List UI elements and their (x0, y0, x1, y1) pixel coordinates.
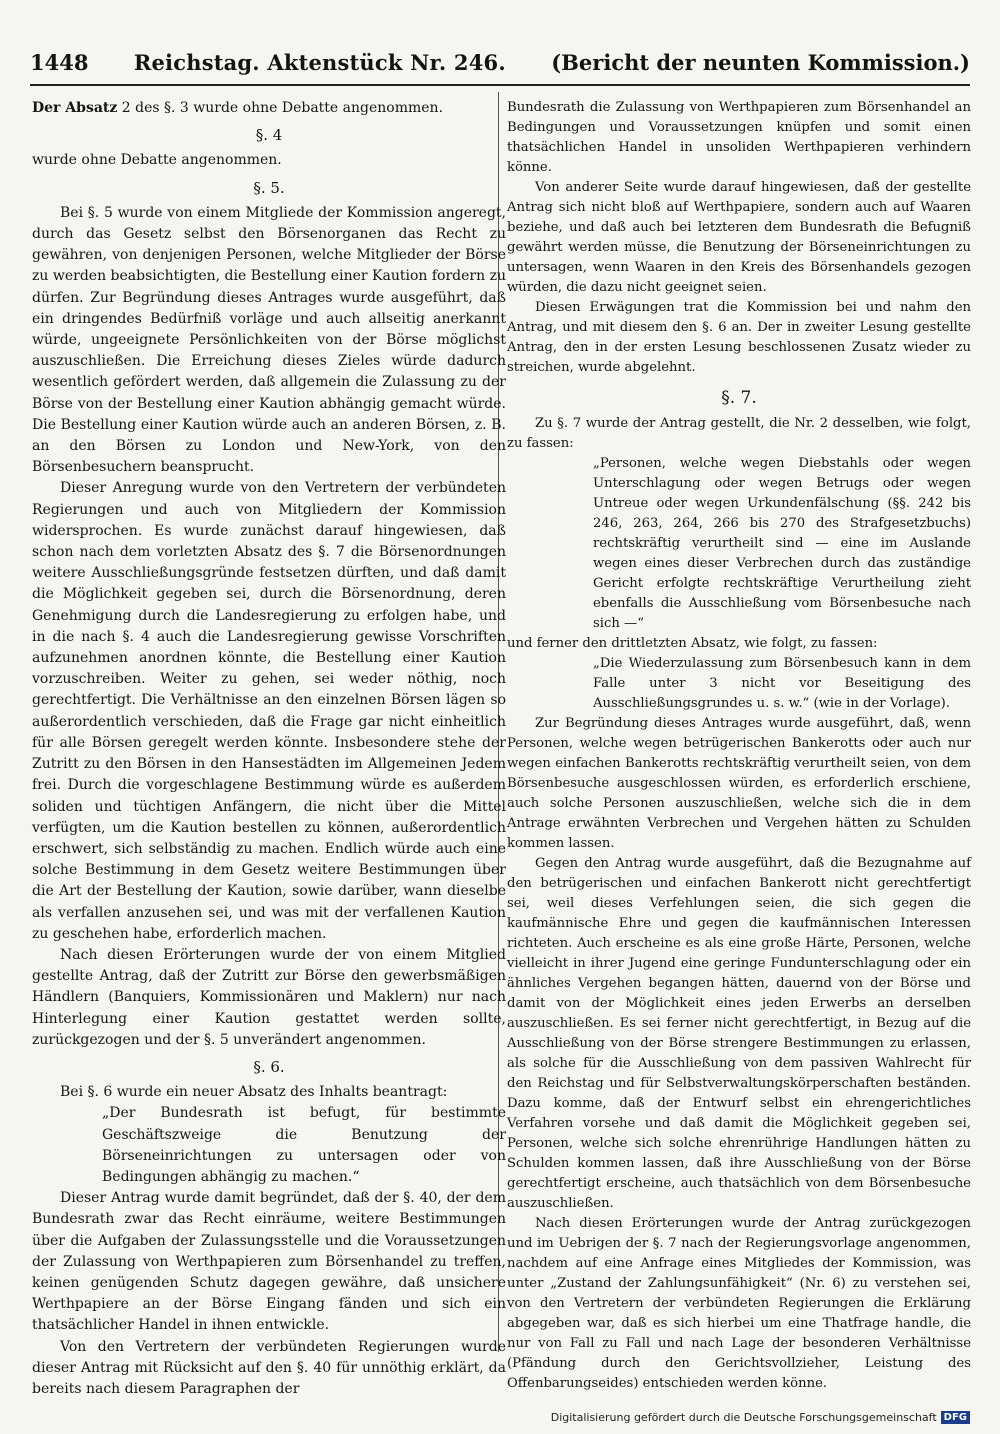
paragraph: Gegen den Antrag wurde ausgeführt, daß die Bezugnahme auf den betrügerischen und einfachen Bankerott nicht gerechtfertigt sei, weil dieses Verfehlungen seien, die sich gegen die kaufmännische Ehre und gegen die kaufmännischen Interessen richteten. Auch erscheine es als eine große Härte, Personen, welche vielleicht in ihrer Jugend eine geringe Fundunterschlagung oder ein ähnliches Vergehen begangen hätten, dauernd von der Börse und damit von der Möglichkeit eines jeden Erwerbs an derselben auszuschließen. Es sei ferner nicht gerechtfertigt, in Bezug auf die Ausschließung von der Börse strengere Bestimmungen zu erlassen, als solche für die Ausschließung von dem passiven Wahlrecht für den Reichstag und für Selbstverwaltungskörperschaften beständen. Dazu komme, daß der Entwurf selbst ein ehrengerichtliches Verfahren vorsehe und daß damit die Möglichkeit gegeben sei, Personen, welche sich solche ehrenrührige Handlungen hätten zu Schulden kommen lassen, daß ihre Ausschließung von der Börse gerechtfertigt erscheine, auch thatsächlich von dem Börsenbesuche auszuschließen. (507, 856, 971, 1211)
paragraph: Bei §. 6 wurde ein neuer Absatz des Inhalts beantragt: (60, 1084, 448, 1101)
right-column (507, 98, 971, 1394)
paragraph: Dieser Antrag wurde damit begründet, daß der §. 40, der dem Bundesrath zwar das Recht einräume, weitere Bestimmungen über die Aufgaben der Zulassungsstelle und die Voraussetzungen der Zulassung von Werthpapieren zum Börsenhandel zu treffen, keinen genügenden Schutz dagegen gewähre, daß unsichere Werthpapiere an der Börse Eingang fänden und sich ein thatsächlicher Handel in ihnen entwickle. (32, 1190, 506, 1334)
section-heading-4: §. 4 (255, 126, 283, 145)
section-heading-7: §. 7. (721, 388, 757, 408)
quotation: „Die Wiederzulassung zum Börsenbesuch kann in dem Falle unter 3 nicht vor Beseitigung des Ausschließungsgrundes u. s. w.“ (wie in der Vorlage). (593, 656, 971, 711)
paragraph: Von anderer Seite wurde darauf hingewiesen, daß der gestellte Antrag sich nicht bloß auf Werthpapiere, sondern auch auf Waaren beziehe, und daß auch bei letzteren dem Bundesrath die Befugniß gewährt werden müsse, die Benutzung der Börseneinrichtungen zu untersagen, wenn Waaren in den Kreis des Börsenhandels gezogen würden, die dazu nicht geeignet seien. (507, 180, 971, 295)
paragraph: Dieser Anregung wurde von den Vertretern der verbündeten Regierungen und auch von Mitgliedern der Kommission widersprochen. Es wurde zunächst darauf hingewiesen, daß schon nach dem vorletzten Absatz des §. 7 die Börsenordnungen weitere Ausschließungsgründe festsetzen dürften, und daß damit die Möglichkeit gegeben sei, durch die Börsenordnung, deren Genehmigung durch die Landesregierung zu erfolgen habe, und in die nach §. 4 auch die Landesregierung gewisse Vorschriften aufzunehmen anordnen könnte, die Bestellung einer Kaution vorzuschreiben. Weiter zu gehen, sei weder nöthig, noch gerechtfertigt. Die Verhältnisse an den einzelnen Börsen lägen so außerordentlich verschieden, daß die Frage gar nicht einheitlich für alle Börsen geregelt werden könnte. Insbesondere stehe der Zutritt zu den Börsen in den Hansestädten im Allgemeinen Jedem frei. Durch die vorgeschlagene Bestimmung würde es außerdem soliden und tüchtigen Anfängern, die nicht über die Mittel verfügten, um die Kaution bestellen zu können, außerordentlich erschwert, sich selbständig zu machen. Endlich würde auch eine solche Bestimmung in dem Gesetz weitere Bestimmungen über die Art der Bestellung der Kaution, sowie darüber, wann dieselbe als verfallen anzusehen sei, und was mit der verfallenen Kaution zu geschehen habe, erforderlich machen. (32, 480, 506, 942)
absatz-lead: Der Absatz (32, 100, 118, 116)
paragraph: Diesen Erwägungen trat die Kommission bei und nahm den Antrag, und mit diesem den §. 6 an. Der in zweiter Lesung gestellte Antrag, den in der ersten Lesung beschlossenen Zusatz wieder zu streichen, wurde abgelehnt. (507, 300, 971, 375)
paragraph: Zu §. 7 wurde der Antrag gestellt, die Nr. 2 desselben, wie folgt, zu fassen: (507, 416, 971, 451)
section-heading-6: §. 6. (253, 1057, 285, 1076)
page-number: 1448 (30, 50, 89, 75)
dfg-logo: DFG (941, 1411, 970, 1424)
paragraph: Bei §. 5 wurde von einem Mitgliede der Kommission angeregt, durch das Gesetz selbst den Börsenorganen das Recht zu gewähren, von denjenigen Personen, welche Mitglieder der Börse zu werden beabsichtigten, die Bestellung einer Kaution fordern zu dürfen. Zur Begründung dieses Antrages wurde ausgeführt, daß ein dringendes Bedürfniß vorläge und auch allseitig anerkannt würde, ungeeignete Persönlichkeiten von der Börse möglichst auszuschließen. Die Erreichung dieses Zieles würde dadurch wesentlich gefördert werden, daß allgemein die Zulassung zu der Börse von der Bestellung einer Kaution abhängig gemacht würde. Die Bestellung einer Kaution würde auch an anderen Börsen, z. B. an den Börsen zu London und New-York, von den Börsenbesuchern beansprucht. (32, 204, 506, 476)
quotation: „Personen, welche wegen Diebstahls oder wegen Unterschlagung oder wegen Betrugs oder wegen Untreue oder wegen Urkundenfälschung (§§. 242 bis 246, 263, 264, 266 bis 270 des Strafgesetzbuchs) rechtskräftig verurtheilt sind — eine im Auslande wegen eines dieser Verbrechen durch das zuständige Gericht erfolgte rechtskräftige Verurtheilung zieht ebenfalls die Ausschließung vom Börsenbesuche nach sich —“ (593, 456, 971, 631)
page-header (30, 50, 970, 86)
paragraph: Nach diesen Erörterungen wurde der von einem Mitglied gestellte Antrag, daß der Zutritt zur Börse den gewerbsmäßigen Händlern (Banquiers, Kommissionären und Maklern) nur nach Hinterlegung einer Kaution gestattet werden sollte, zurückgezogen und der §. 5 unverändert angenommen. (32, 946, 506, 1048)
paragraph: und ferner den drittletzten Absatz, wie folgt, zu fassen: (507, 636, 878, 651)
paragraph: wurde ohne Debatte angenommen. (32, 152, 282, 169)
footer-credit: Digitalisierung gefördert durch die Deutsche Forschungsgemeinschaft (550, 1411, 937, 1424)
paragraph: Nach diesen Erörterungen wurde der Antrag zurückgezogen und im Uebrigen der §. 7 nach der Regierungsvorlage angenommen, nachdem auf eine Anfrage eines Mitgliedes der Kommission, was unter „Zustand der Zahlungsunfähigkeit“ (Nr. 6) zu verstehen sei, von den Vertretern der verbündeten Regierungen die Erklärung abgegeben war, daß es sich hierbei um eine Thatfrage handle, die nur von Fall zu Fall und nach Lage der besonderen Verhältnisse (Pfändung durch den Gerichtsvollzieher, Leistung des Offenbarungseides) entschieden werden könne. (507, 1216, 971, 1391)
page-subtitle: (Bericht der neunten Kommission.) (551, 50, 970, 75)
quotation: „Der Bundesrath ist befugt, für bestimmte Geschäftszweige die Benutzung der Börseneinrichtungen zu untersagen oder von Bedingungen abhängig zu machen.“ (102, 1105, 506, 1185)
page-title: Reichstag. Aktenstück Nr. 246. (133, 50, 506, 75)
paragraph (32, 98, 506, 119)
footer (551, 1411, 970, 1424)
absatz-rest: 2 des §. 3 wurde ohne Debatte angenommen. (117, 100, 444, 116)
paragraph: Von den Vertretern der verbündeten Regierungen wurde dieser Antrag mit Rücksicht auf den §. 40 für unnöthig erklärt, da bereits nach diesem Paragraphen der (32, 1338, 506, 1397)
left-column (32, 98, 506, 1400)
paragraph: Bundesrath die Zulassung von Werthpapieren zum Börsenhandel an Bedingungen und Voraussetzungen knüpfen und somit einen thatsächlichen Handel in unsoliden Werthpapieren verhindern könne. (507, 100, 971, 175)
paragraph: Zur Begründung dieses Antrages wurde ausgeführt, daß, wenn Personen, welche wegen betrügerischen Bankerotts oder auch nur wegen einfachen Bankerotts rechtskräftig verurtheilt seien, von dem Börsenbesuche ausgeschlossen würden, es erforderlich erschiene, auch solche Personen auszuschließen, welche sich die in dem Antrage erwähnten Verbrechen und Vergehen hätten zu Schulden kommen lassen. (507, 716, 971, 851)
section-heading-5: §. 5. (253, 178, 285, 197)
